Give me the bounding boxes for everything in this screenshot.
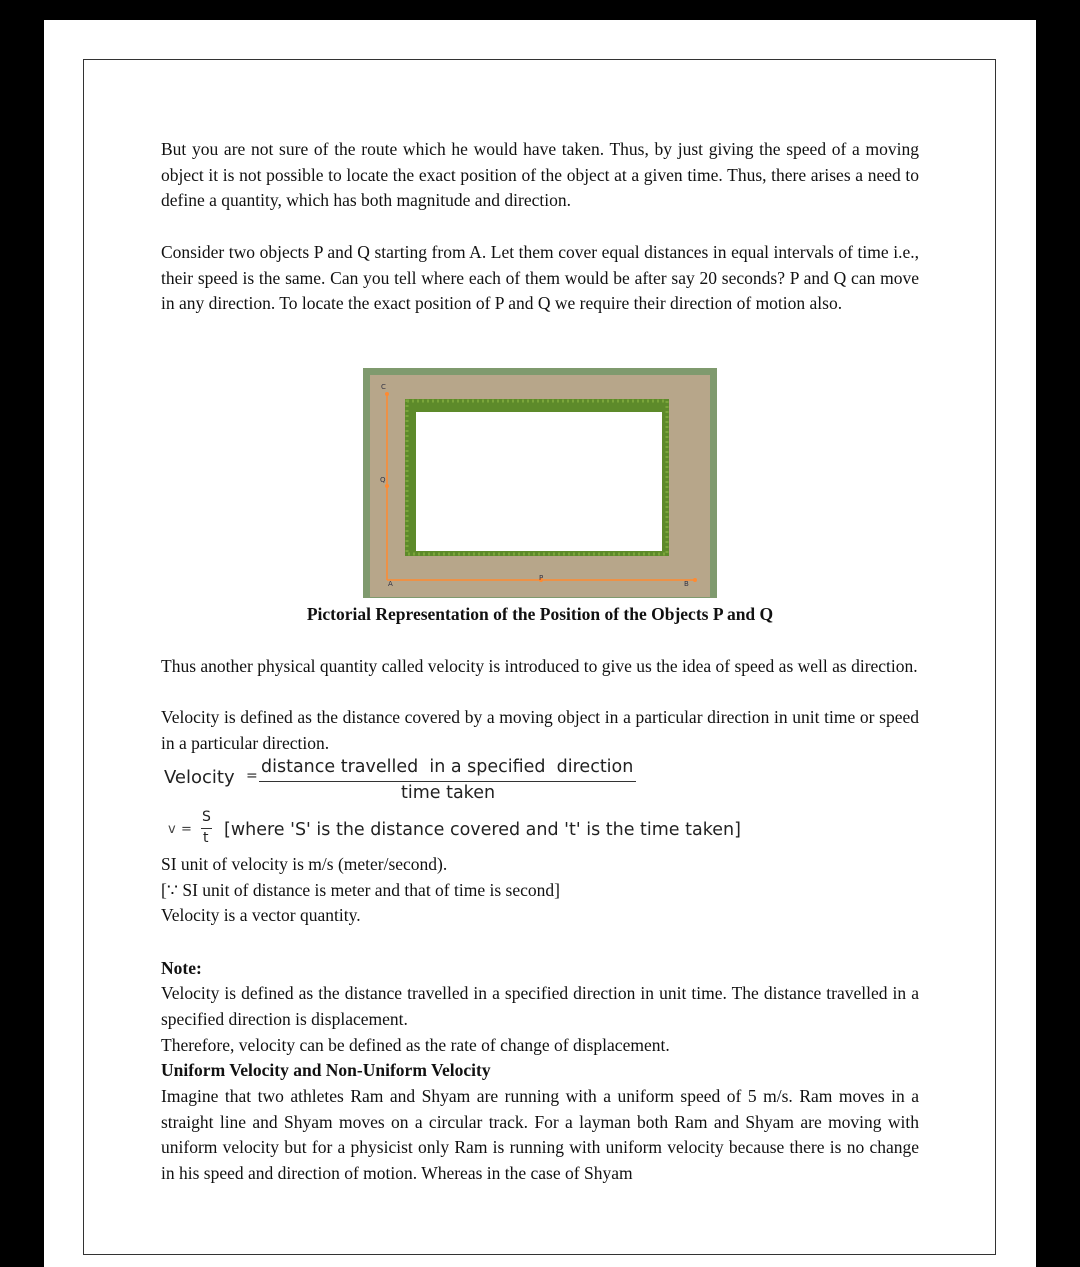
track-figure [363,368,717,598]
figure-caption: Pictorial Representation of the Position of the Objects P and Q [306,604,774,624]
label-q: Q [380,476,386,484]
formula-v-lhs: v [168,822,176,837]
section-heading: Uniform Velocity and Non-Uniform Velocity [161,1060,491,1080]
formula-velocity-lhs: Velocity [164,767,235,788]
because-line: [∵ SI unit of distance is meter and that of time is second] [161,880,560,900]
si-unit-line: SI unit of velocity is m/s (meter/second). [161,854,448,874]
formula-velocity-equals: = [246,768,258,784]
formula-v-fraction-bar [201,828,212,829]
label-b: B [684,580,689,588]
label-a: A [388,580,393,588]
label-p: P [539,574,544,582]
paragraph-objects-p-q: Consider two objects P and Q starting from A. Let them cover equal distances in equal intervals of time i.e., their speed is the same. Can you tell where each of them would be after say 20 seconds? P and Q can move in any direction. To locate the exact position of P and Q we require their direction of motion also. [161,242,919,314]
paragraph-velocity-definition: Velocity is defined as the distance covered by a moving object in a particular direction in unit time or speed in a particular direction. [161,707,919,753]
formula-v-note: [where 'S' is the distance covered and 't' is the time taken] [224,820,741,840]
paragraph-route: But you are not sure of the route which he would have taken. Thus, by just giving the speed of a moving object it is not possible to locate the exact position of the object at a given time. Thus, there arises a need to define a quantity, which has both magnitude and direction. [161,139,919,211]
formula-velocity-numerator: distance travelled in a specified direction [261,757,634,777]
formula-velocity-denominator: time taken [401,783,496,803]
label-c: C [381,383,386,391]
section-body: Imagine that two athletes Ram and Shyam are running with a uniform speed of 5 m/s. Ram moves in a straight line and Shyam moves on a circular track. For a layman both Ram and Shyam are moving with uniform velocity but for a physicist only Ram is running with uniform velocity because there is no change in his speed and direction of motion. Whereas in the case of Shyam [161,1086,919,1183]
formula-v-equals: = [181,822,192,837]
formula-v-numerator: S [202,809,211,825]
note-therefore: Therefore, velocity can be defined as the rate of change of displacement. [161,1035,670,1055]
paragraph-velocity-intro: Thus another physical quantity called velocity is introduced to give us the idea of speed as well as direction. [161,656,918,676]
inner-white-area [416,412,662,551]
formula-velocity-fraction-bar [259,781,636,782]
note-body: Velocity is defined as the distance travelled in a specified direction in unit time. The distance travelled in a specified direction is displacement. [161,983,919,1029]
note-heading: Note: [161,958,202,978]
vector-line: Velocity is a vector quantity. [161,905,361,925]
formula-v-denominator: t [203,830,209,846]
